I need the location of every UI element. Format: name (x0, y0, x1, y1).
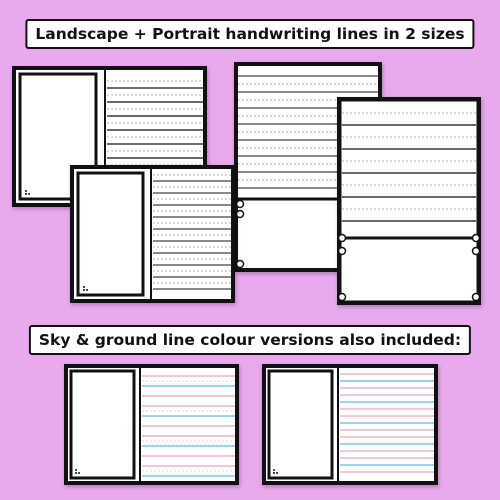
portrait-worksheet-large-lines (337, 97, 481, 305)
landscape-worksheet-small-lines (70, 165, 235, 303)
bottom-banner-title: Sky & ground line colour versions also included: (29, 325, 471, 355)
colour-worksheet-large-lines (64, 364, 239, 485)
top-banner-title: Landscape + Portrait handwriting lines in 2 sizes (25, 19, 474, 49)
colour-worksheet-small-lines (262, 364, 438, 485)
